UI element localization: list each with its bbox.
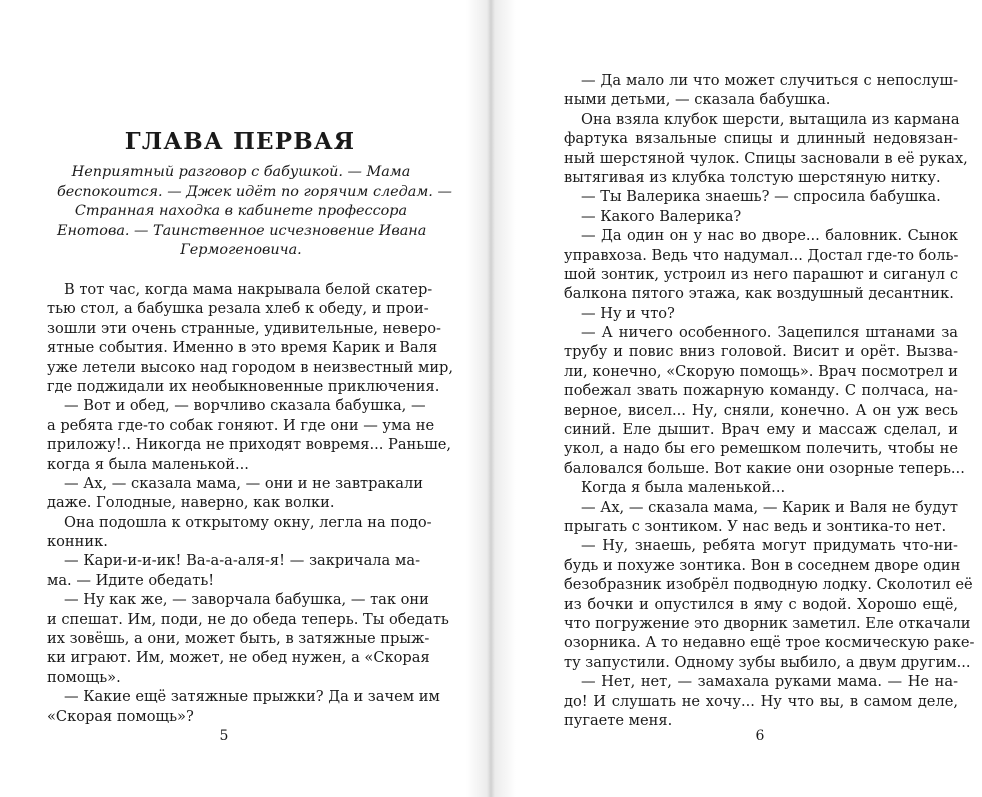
right-page	[491, 0, 982, 797]
body-line: — Какого Валерика?	[581, 207, 742, 225]
body-line: ма. — Идите обедать!	[47, 571, 215, 589]
body-line: — Ну как же, — заворчала бабушка, — так они	[64, 591, 429, 609]
body-line: — Вот и обед, — ворчливо сказала бабушка, —	[64, 397, 426, 415]
body-line: фартука вязальные спицы и длинный недовязан-	[564, 130, 958, 148]
summary-line: беспокоится. — Джек идёт по горячим следам. —	[57, 183, 452, 200]
body-line: — Кари-и-и-ик! Ва-а-а-аля-я! — закричала ма-	[64, 552, 420, 570]
body-line: ту запустили. Одному зубы выбило, а двум другим...	[564, 653, 971, 671]
body-line: их зовёшь, а они, может быть, в затяжные прыж-	[47, 630, 430, 648]
body-line: — Ах, — сказала мама, — они и не завтракали	[64, 474, 423, 492]
body-line: конник.	[47, 533, 108, 551]
body-line: а ребята где-то собак гоняют. И где они — ума не	[47, 416, 435, 434]
body-line: баловался больше. Вот какие они озорные теперь...	[564, 459, 965, 477]
body-line: до! И слушать не хочу... Ну что вы, в самом деле,	[564, 692, 958, 710]
body-line: прыгать с зонтиком. У нас ведь и зонтика-то нет.	[564, 517, 947, 535]
body-line: из бочки и опустился в яму с водой. Хорошо ещё,	[564, 595, 958, 613]
summary-line: Неприятный разговор с бабушкой. — Мама	[71, 164, 411, 180]
body-line: ными детьми, — сказала бабушка.	[564, 91, 831, 109]
page-number-right: 6	[755, 728, 765, 744]
body-line: — Ах, — сказала мама, — Карик и Валя не будут	[581, 498, 958, 516]
body-line: — Какие ещё затяжные прыжки? Да и зачем им	[64, 688, 440, 706]
body-line: безобразник изобрёл подводную лодку. Сколотил её	[564, 576, 973, 594]
body-line: верное, висел... Ну, сняли, конечно. А он уж весь	[564, 401, 958, 419]
body-line: когда я была маленькой...	[47, 455, 249, 473]
body-line: тью стол, а бабушка резала хлеб к обеду, и прои-	[47, 300, 429, 318]
body-line: ки играют. Им, может, не обед нужен, а «Скорая	[47, 649, 430, 667]
body-line: шой зонтик, устроил из него парашют и сиганул с	[564, 265, 958, 283]
body-line: — А ничего особенного. Зацепился штанами за	[581, 324, 958, 342]
page-number-left: 5	[219, 728, 229, 744]
body-line: — Ну, знаешь, ребята могут придумать что-ни-	[581, 537, 958, 555]
body-line: «Скорая помощь»?	[47, 707, 194, 725]
body-line: Она взяла клубок шерсти, вытащила из кармана	[581, 110, 960, 128]
body-line: Когда я была маленькой...	[581, 479, 786, 497]
body-line: даже. Голодные, наверно, как волки.	[47, 494, 335, 512]
body-line: Она подошла к открытому окну, легла на подо-	[64, 513, 432, 531]
body-line: зошли эти очень странные, удивительные, неверо-	[47, 319, 441, 337]
right-page-body	[564, 71, 975, 730]
body-line: укол, а надо бы его ремешком полечить, чтобы не	[564, 440, 958, 458]
body-line: — Ну и что?	[581, 304, 675, 322]
chapter-title: ГЛАВА ПЕРВАЯ	[124, 128, 356, 155]
body-line: — Нет, нет, — замахала руками мама. — Не на-	[581, 673, 958, 691]
body-line: побежал звать пожарную команду. С полчаса, на-	[564, 382, 958, 400]
chapter-summary	[57, 163, 452, 261]
body-line: озорника. А то недавно ещё трое космическую раке-	[564, 634, 975, 652]
body-line: помощь».	[47, 668, 121, 686]
body-line: ли, конечно, «Скорую помощь». Врач посмотрел и	[564, 362, 958, 380]
body-line: где поджидали их необыкновенные приключения.	[47, 377, 440, 395]
body-line: уже летели высоко над городом в неизвестный мир,	[47, 358, 454, 376]
summary-line: Странная находка в кабинете профессора	[74, 203, 408, 220]
left-page-body	[47, 280, 454, 726]
body-line: вытягивая из клубка толстую шерстяную нитку.	[564, 168, 941, 186]
body-line: и спешат. Им, поди, не до обеда теперь. Ты обедать	[47, 610, 449, 628]
body-line: пугаете меня.	[564, 711, 673, 729]
body-line: управхоза. Ведь что надумал... Достал где-то боль-	[564, 246, 959, 264]
body-line: что погружение это дворник заметил. Еле откачали	[564, 614, 971, 632]
body-line: будь и похуже зонтика. Вон в соседнем дворе один	[564, 556, 961, 574]
body-line: — Да мало ли что может случиться с непослуш-	[581, 72, 958, 89]
body-line: — Ты Валерика знаешь? — спросила бабушка.	[581, 188, 941, 206]
body-line: трубу и повис вниз головой. Висит и орёт. Вызва-	[564, 343, 958, 361]
summary-line: Енотова. — Таинственное исчезновение Ивана	[57, 222, 427, 239]
body-line: приложу!.. Никогда не приходят вовремя... Раньше,	[47, 436, 452, 454]
body-line: балкона пятого этажа, как воздушный десантник.	[564, 285, 954, 303]
summary-line: Гермогеновича.	[180, 242, 302, 259]
body-line: ятные события. Именно в это время Карик и Валя	[47, 339, 438, 357]
body-line: синий. Еле дышит. Врач ему и массаж сделал, и	[564, 421, 958, 439]
body-line: В тот час, когда мама накрывала белой скатер-	[64, 281, 433, 298]
body-line: — Да один он у нас во дворе... баловник. Сынок	[581, 227, 958, 245]
body-line: ный шерстяной чулок. Спицы засновали в её руках,	[564, 149, 968, 167]
